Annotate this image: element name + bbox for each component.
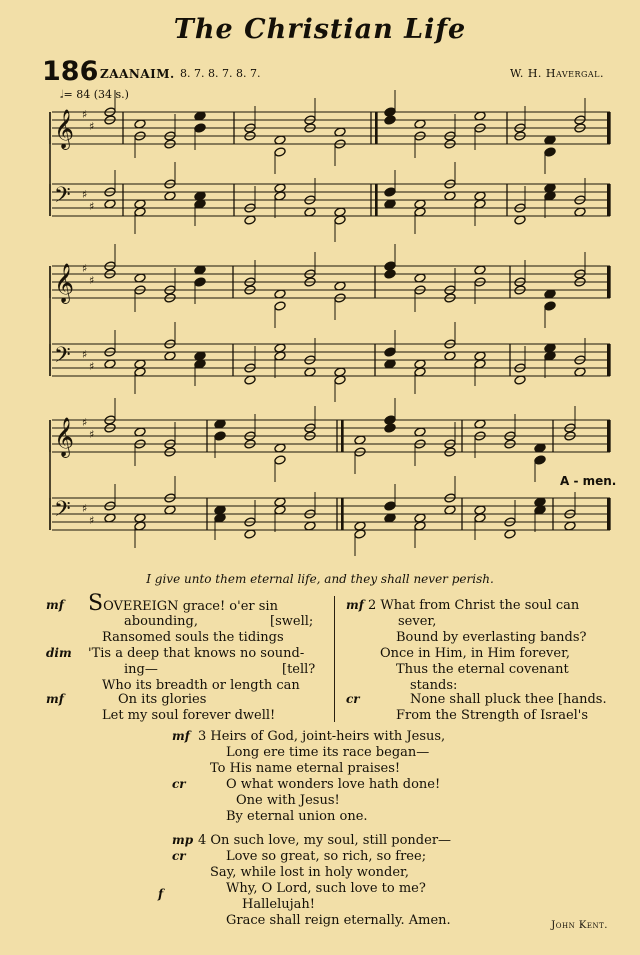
dynamic-marking: f bbox=[158, 887, 164, 901]
sharp-icon: ♯ bbox=[89, 514, 95, 527]
composer: W. H. Havergal. bbox=[509, 67, 604, 80]
sharp-icon: ♯ bbox=[82, 348, 88, 361]
note-head bbox=[384, 269, 396, 279]
note-head bbox=[274, 301, 286, 311]
half-note-icon: 𝅗𝅥 bbox=[60, 88, 64, 101]
note-head bbox=[534, 455, 546, 465]
note-head bbox=[544, 301, 556, 311]
final-barline bbox=[607, 112, 610, 144]
verse-line: To His name eternal praises! bbox=[210, 761, 401, 776]
dynamic-marking: mf bbox=[346, 598, 364, 612]
final-barline bbox=[607, 420, 610, 452]
verse-line: Once in Him, in Him forever, bbox=[380, 646, 571, 661]
verse-line: From the Strength of Israel's bbox=[396, 708, 589, 723]
sharp-icon: ♯ bbox=[82, 188, 88, 201]
note-head bbox=[384, 347, 396, 357]
verse-line: By eternal union one. bbox=[226, 809, 368, 824]
note-head bbox=[274, 147, 286, 157]
verse-line: 'Tis a deep that knows no sound- bbox=[88, 646, 305, 661]
note-head bbox=[194, 123, 206, 133]
bass-clef-icon: 𝄢 bbox=[54, 343, 71, 373]
verse-line: Grace shall reign eternally. Amen. bbox=[226, 913, 451, 928]
note-head bbox=[214, 431, 226, 441]
scripture-quote: I give unto them eternal life, and they shall never perish. bbox=[146, 572, 494, 586]
treble-clef-icon: 𝄞 bbox=[54, 109, 75, 149]
verse-line: 4 On such love, my soul, still ponder— bbox=[198, 833, 452, 848]
note-head bbox=[384, 115, 396, 125]
final-barline bbox=[607, 498, 610, 530]
dynamic-marking: mf bbox=[46, 692, 64, 706]
sharp-icon: ♯ bbox=[82, 502, 88, 515]
verse-line: Ransomed souls the tidings bbox=[102, 630, 284, 645]
sharp-icon: ♯ bbox=[89, 428, 95, 441]
dynamic-marking: mf bbox=[172, 729, 190, 743]
meter: 8. 7. 8. 7. 8. 7. bbox=[180, 67, 261, 80]
column-divider bbox=[334, 596, 335, 722]
verse-line: [tell? bbox=[282, 662, 316, 677]
amen-label: A - men. bbox=[560, 474, 617, 488]
dynamic-marking: mf bbox=[46, 598, 64, 612]
verse-line: 3 Heirs of God, joint-heirs with Jesus, bbox=[198, 729, 446, 744]
note-head bbox=[194, 277, 206, 287]
treble-clef-icon: 𝄞 bbox=[54, 417, 75, 457]
sharp-icon: ♯ bbox=[89, 200, 95, 213]
verse-line: Who its breadth or length can bbox=[102, 678, 300, 693]
sharp-icon: ♯ bbox=[82, 262, 88, 275]
dynamic-marking: dim bbox=[46, 646, 72, 660]
note-head bbox=[384, 501, 396, 511]
drop-cap: S bbox=[88, 591, 104, 616]
verse-text: OVEREIGN grace! o'er sin bbox=[103, 599, 278, 614]
dynamic-marking: cr bbox=[172, 849, 186, 863]
verse-line: One with Jesus! bbox=[236, 793, 340, 808]
tune-name: ZAANAIM. bbox=[100, 67, 175, 81]
verse-line: Say, while lost in holy wonder, bbox=[210, 865, 409, 880]
sharp-icon: ♯ bbox=[82, 108, 88, 121]
verse-line: sever, bbox=[398, 614, 437, 629]
verse-line: stands: bbox=[410, 678, 458, 693]
bass-clef-icon: 𝄢 bbox=[54, 497, 71, 527]
dynamic-marking: cr bbox=[346, 692, 360, 706]
dynamic-marking: cr bbox=[172, 777, 186, 791]
dynamic-marking: mp bbox=[172, 833, 194, 847]
author: John Kent. bbox=[551, 920, 608, 931]
verse-line: 2 What from Christ the soul can bbox=[368, 598, 580, 613]
verse-line: None shall pluck thee [hands. bbox=[410, 692, 607, 707]
sharp-icon: ♯ bbox=[89, 274, 95, 287]
verse-line: ing— bbox=[124, 662, 158, 677]
note-head bbox=[384, 423, 396, 433]
verse-line: Why, O Lord, such love to me? bbox=[226, 881, 426, 896]
verse-line: Long ere time its race began— bbox=[226, 745, 430, 760]
verse-line: [swell; bbox=[270, 614, 314, 629]
note-head bbox=[544, 147, 556, 157]
final-barline bbox=[607, 344, 610, 376]
sharp-icon: ♯ bbox=[89, 360, 95, 373]
sharp-icon: ♯ bbox=[89, 120, 95, 133]
note-head bbox=[274, 455, 286, 465]
sharp-icon: ♯ bbox=[82, 416, 88, 429]
bass-clef-icon: 𝄢 bbox=[54, 183, 71, 213]
verse-line: Love so great, so rich, so free; bbox=[226, 849, 427, 864]
verse-line: Let my soul forever dwell! bbox=[102, 708, 276, 723]
note-head bbox=[384, 187, 396, 197]
verse-line: abounding, bbox=[124, 614, 198, 629]
final-barline bbox=[607, 266, 610, 298]
hymn-number: 186 bbox=[42, 56, 99, 87]
final-barline bbox=[607, 184, 610, 216]
verse-line: Thus the eternal covenant bbox=[396, 662, 569, 677]
verse-line: O what wonders love hath done! bbox=[226, 777, 441, 792]
page-title: The Christian Life bbox=[173, 14, 467, 45]
treble-clef-icon: 𝄞 bbox=[54, 263, 75, 303]
verse-line: Hallelujah! bbox=[242, 897, 316, 912]
verse-line: Bound by everlasting bands? bbox=[396, 630, 587, 645]
tempo-text: = 84 (34 s.) bbox=[63, 88, 129, 101]
verse-line: On its glories bbox=[118, 692, 207, 707]
